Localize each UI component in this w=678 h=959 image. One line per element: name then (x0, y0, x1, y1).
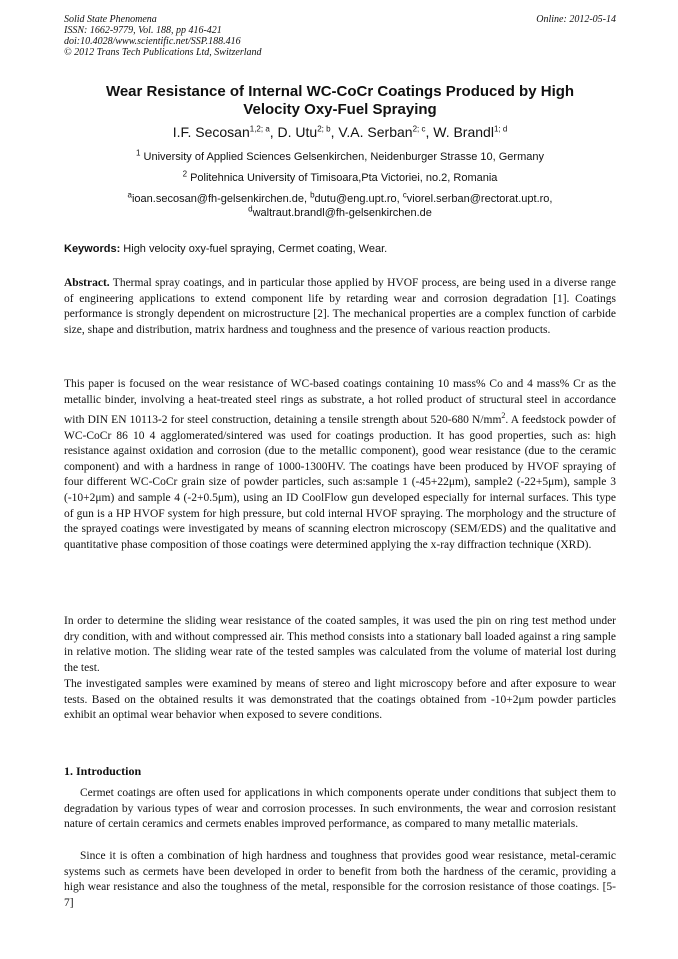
paper-title (64, 83, 616, 119)
journal-header (64, 14, 616, 58)
affiliation-1-number: 1 (136, 148, 141, 158)
journal-issn: ISSN: 1662-9779, Vol. 188, pp 416-421 (64, 25, 222, 36)
email-3[interactable]: viorel.serban@rectorat.upt.ro, (406, 193, 553, 205)
author-2: , D. Utu (269, 124, 318, 140)
email-line-2 (64, 206, 616, 220)
abstract-text: Thermal spray coatings, and in particular those applied by HVOF process, are being used in a diverse range of engineering applications to extend component life by retarding wear and corrosion degradation [1]. Coatings performance is strongly dependent on microstructure [2]. The mechanical properties are a complex function of carbide size, shape and distribution, matrix hardness and toughness and the presence of various reaction products. (64, 277, 616, 336)
title-line-1: Wear Resistance of Internal WC-CoCr Coatings Produced by High (105, 83, 575, 100)
author-list (64, 124, 616, 141)
author-2-affil: 2; b (317, 124, 331, 134)
email-marker-a: a (127, 190, 132, 200)
email-marker-d: d (248, 204, 253, 214)
affiliation-1 (64, 150, 616, 164)
keywords (64, 242, 616, 256)
author-3: , V.A. Serban (330, 124, 413, 140)
body-paragraph-2: In order to determine the sliding wear resistance of the coated samples, it was used the pin on ring test method under dry condition, with and without compressed air. This method consists into a stationary ball loaded against a ring sample in relative motion. The sliding wear rate of the tested samples was calculated from the volume of material lost during the test. (64, 615, 616, 674)
p1-superscript: 2 (501, 411, 506, 421)
author-3-affil: 2; c (412, 124, 426, 134)
author-1-affil: 1,2; a (249, 124, 270, 134)
intro-paragraph-2: Since it is often a combination of high hardness and toughness that provides good wear resistance, metal-ceramic systems such as cermets have been developed in order to benefit from both the hardness of the ceramic, providing a high wear resistance and also the toughness of the metal, responsible for the corrosion resistance of those coatings. [5-7] (64, 850, 616, 909)
email-list (64, 192, 616, 220)
body-paragraph-3: The investigated samples were examined by means of stereo and light microscopy before and after exposure to wear tests. Based on the obtained results it was demonstrated that the coatings obtained from -10+2μm powder particles exhibit an optimal wear behavior when exposed to severe conditions. (64, 678, 616, 722)
email-4[interactable]: waltraut.brandl@fh-gelsenkirchen.de (252, 207, 432, 219)
intro-paragraph-1: Cermet coatings are often used for applications in which components operate under conditions that subject them to degradation by various types of wear and corrosion processes. In such environments, the wear and corrosion resistant nature of certain ceramics and cermets enables improved performance, as compared to many metallic materials. (64, 787, 616, 831)
email-marker-b: b (310, 190, 315, 200)
author-4: , W. Brandl (425, 124, 494, 140)
p1-text-b: . A feedstock powder of WC-CoCr 86 10 4 agglomerated/sintered was used for coatings production. It has good properties, such as: high resistance against oxidation and corrosion (due to the metallic component), good wear resistance (due to the ceramic component) and with a hardness in range of 1000-1300HV. The coatings have been produced by HVOF spraying of four different WC-CoCr grain size of powder particles, such as:sample 1 (-45+22μm), sample2 (-22+5μm), sample 3 (-10+2μm) and sample 4 (-2+0.5μm), using an ID CoolFlow gun developed especially for internal surfaces. This type of gun is a HP HVOF system for high pressure, but cold internal HVOF spraying. The morphology and the structure of the sprayed coatings were investigated by means of scanning electron microscopy (SEM/EDS) and the qualitative and quantitative phase composition of those coatings were determined applying the x-ray diffraction technique (XRD). (64, 414, 616, 551)
affiliation-2 (64, 171, 616, 185)
journal-doi: doi:10.4028/www.scientific.net/SSP.188.416 (64, 36, 241, 47)
author-4-affil: 1; d (493, 124, 508, 134)
email-2[interactable]: dutu@eng.upt.ro, (314, 193, 403, 205)
keywords-text: High velocity oxy-fuel spraying, Cermet coating, Wear. (120, 243, 388, 255)
abstract-label: Abstract. (64, 277, 110, 289)
author-1: I.F. Secosan (172, 124, 250, 140)
online-date: Online: 2012-05-14 (536, 14, 616, 25)
journal-name: Solid State Phenomena (64, 14, 157, 25)
email-marker-c: c (402, 190, 407, 200)
affiliation-1-text: University of Applied Sciences Gelsenkirchen, Neidenburger Strasse 10, Germany (143, 151, 544, 163)
keywords-label: Keywords: (64, 243, 121, 255)
p1-text-a: This paper is focused on the wear resistance of WC-based coatings containing 10 mass% Co and 4 mass% Cr as the metallic binder, involving a heat-treated steel rings as substrate, a hot rolled product of structural steel in accordance with DIN EN 10113-2 for steel construction, detaining a tensile strength about 520-680 N/mm (64, 378, 616, 427)
abstract-paragraph (64, 276, 616, 338)
journal-copyright: © 2012 Trans Tech Publications Ltd, Switzerland (64, 47, 262, 58)
affiliation-2-number: 2 (182, 169, 188, 179)
section-heading-introduction: 1. Introduction (64, 764, 142, 778)
affiliation-2-text: Politehnica University of Timisoara,Pta Victoriei, no.2, Romania (190, 172, 498, 184)
email-1[interactable]: ioan.secosan@fh-gelsenkirchen.de, (131, 193, 311, 205)
body-paragraph-1 (64, 377, 616, 553)
email-line-1 (64, 192, 616, 206)
title-line-2: Velocity Oxy-Fuel Spraying (243, 101, 437, 118)
